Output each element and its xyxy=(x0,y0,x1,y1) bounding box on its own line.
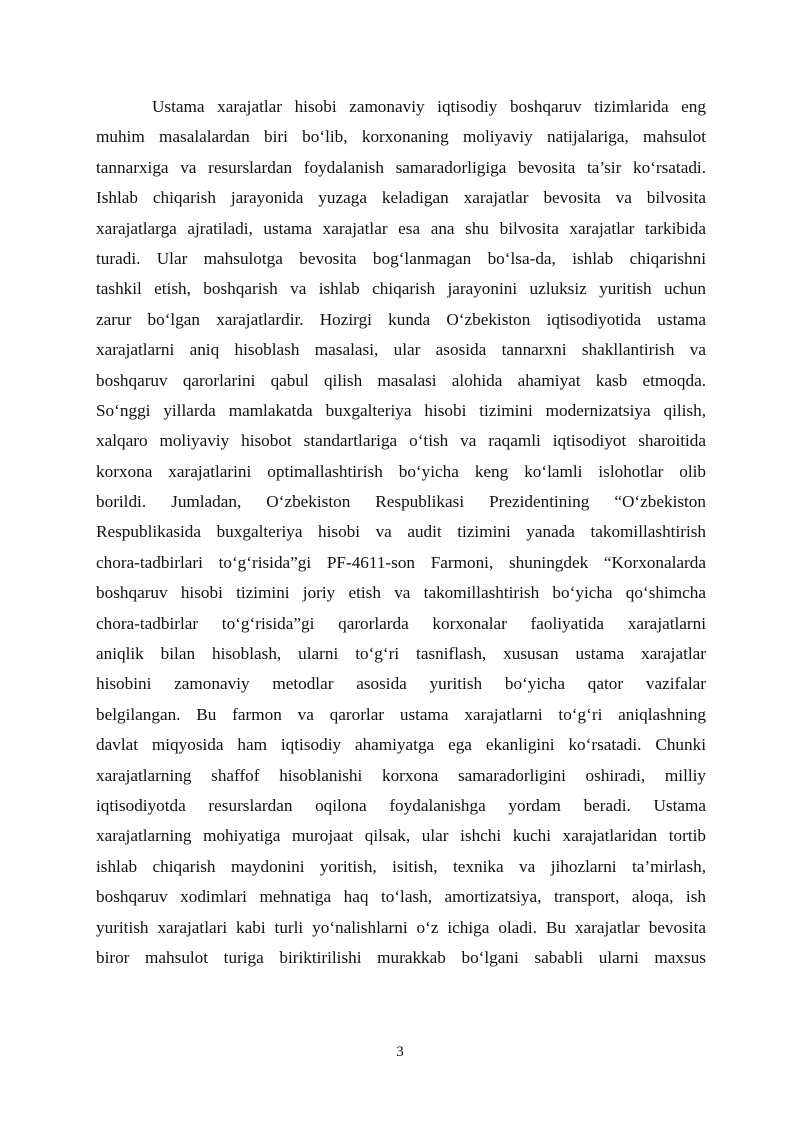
text-line: boshqaruv xodimlari mehnatiga haq to‘lash, amortizatsiya, transport, aloqa, ish xyxy=(96,887,706,907)
text-line: Ustama xarajatlar hisobi zamonaviy iqtisodiy boshqaruv tizimlarida eng xyxy=(152,97,706,116)
text-line: chora-tadbirlari to‘g‘risida”gi PF-4611-son Farmoni, shuningdek “Korxonalarda xyxy=(96,552,706,572)
text-line: turadi. Ular mahsulotga bevosita bog‘lanmagan bo‘lsa-da, ishlab chiqarishni xyxy=(96,248,706,268)
text-line: borildi. Jumladan, O‘zbekiston Respublikasi Prezidentining “O‘zbekiston xyxy=(96,492,706,512)
text-line: muhim masalalardan biri bo‘lib, korxonaning moliyaviy natijalariga, mahsulot xyxy=(96,127,706,147)
text-line: iqtisodiyotda resurslardan oqilona foydalanishga yordam beradi. Ustama xyxy=(96,795,706,815)
text-line: ishlab chiqarish maydonini yoritish, isitish, texnika va jihozlarni ta’mirlash, xyxy=(96,856,706,876)
text-line: davlat miqyosida ham iqtisodiy ahamiyatga ega ekanligini ko‘rsatadi. Chunki xyxy=(96,735,706,755)
text-line: yuritish xarajatlari kabi turli yo‘nalishlarni o‘z ichiga oladi. Bu xarajatlar bevosita xyxy=(96,917,706,937)
text-line: xarajatlarni aniq hisoblash masalasi, ular asosida tannarxni shakllantirish va xyxy=(96,340,706,360)
text-line: boshqaruv qarorlarini qabul qilish masalasi alohida ahamiyat kasb etmoqda. xyxy=(96,370,706,390)
text-line: aniqlik bilan hisoblash, ularni to‘g‘ri tasniflash, xususan ustama xarajatlar xyxy=(96,644,706,664)
text-line: tashkil etish, boshqarish va ishlab chiqarish jarayonini uzluksiz yuritish uchun xyxy=(96,279,706,299)
text-line: xarajatlarning shaffof hisoblanishi korxona samaradorligini oshiradi, milliy xyxy=(96,765,706,785)
text-line: hisobini zamonaviy metodlar asosida yuritish bo‘yicha qator vazifalar xyxy=(96,674,706,694)
text-line: belgilangan. Bu farmon va qarorlar ustama xarajatlarni to‘g‘ri aniqlashning xyxy=(96,704,706,724)
text-line: chora-tadbirlar to‘g‘risida”gi qarorlarda korxonalar faoliyatida xarajatlarni xyxy=(96,613,706,633)
text-line: korxona xarajatlarini optimallashtirish bo‘yicha keng ko‘lamli islohotlar olib xyxy=(96,461,706,481)
page-number: 3 xyxy=(396,1044,404,1060)
text-line: zarur bo‘lgan xarajatlardir. Hozirgi kunda O‘zbekiston iqtisodiyotida ustama xyxy=(96,309,706,329)
text-line: So‘nggi yillarda mamlakatda buxgalteriya hisobi tizimini modernizatsiya qilish, xyxy=(96,400,706,420)
text-line: xarajatlarga ajratiladi, ustama xarajatlar esa ana shu bilvosita xarajatlar tarkibida xyxy=(96,218,706,238)
text-line: Respublikasida buxgalteriya hisobi va audit tizimini yanada takomillashtirish xyxy=(96,522,706,542)
body-paragraph xyxy=(96,92,706,973)
text-line: Ishlab chiqarish jarayonida yuzaga keladigan xarajatlar bevosita va bilvosita xyxy=(96,188,706,208)
text-line: xalqaro moliyaviy hisobot standartlariga o‘tish va raqamli iqtisodiyot sharoitida xyxy=(96,431,706,451)
text-line: boshqaruv hisobi tizimini joriy etish va takomillashtirish bo‘yicha qo‘shimcha xyxy=(96,583,706,603)
text-line: biror mahsulot turiga biriktirilishi murakkab bo‘lgani sababli ularni maxsus xyxy=(96,947,706,967)
text-line: xarajatlarning mohiyatiga murojaat qilsak, ular ishchi kuchi xarajatlaridan tortib xyxy=(96,826,706,846)
text-line: tannarxiga va resurslardan foydalanish samaradorligiga bevosita ta’sir ko‘rsatadi. xyxy=(96,157,706,177)
